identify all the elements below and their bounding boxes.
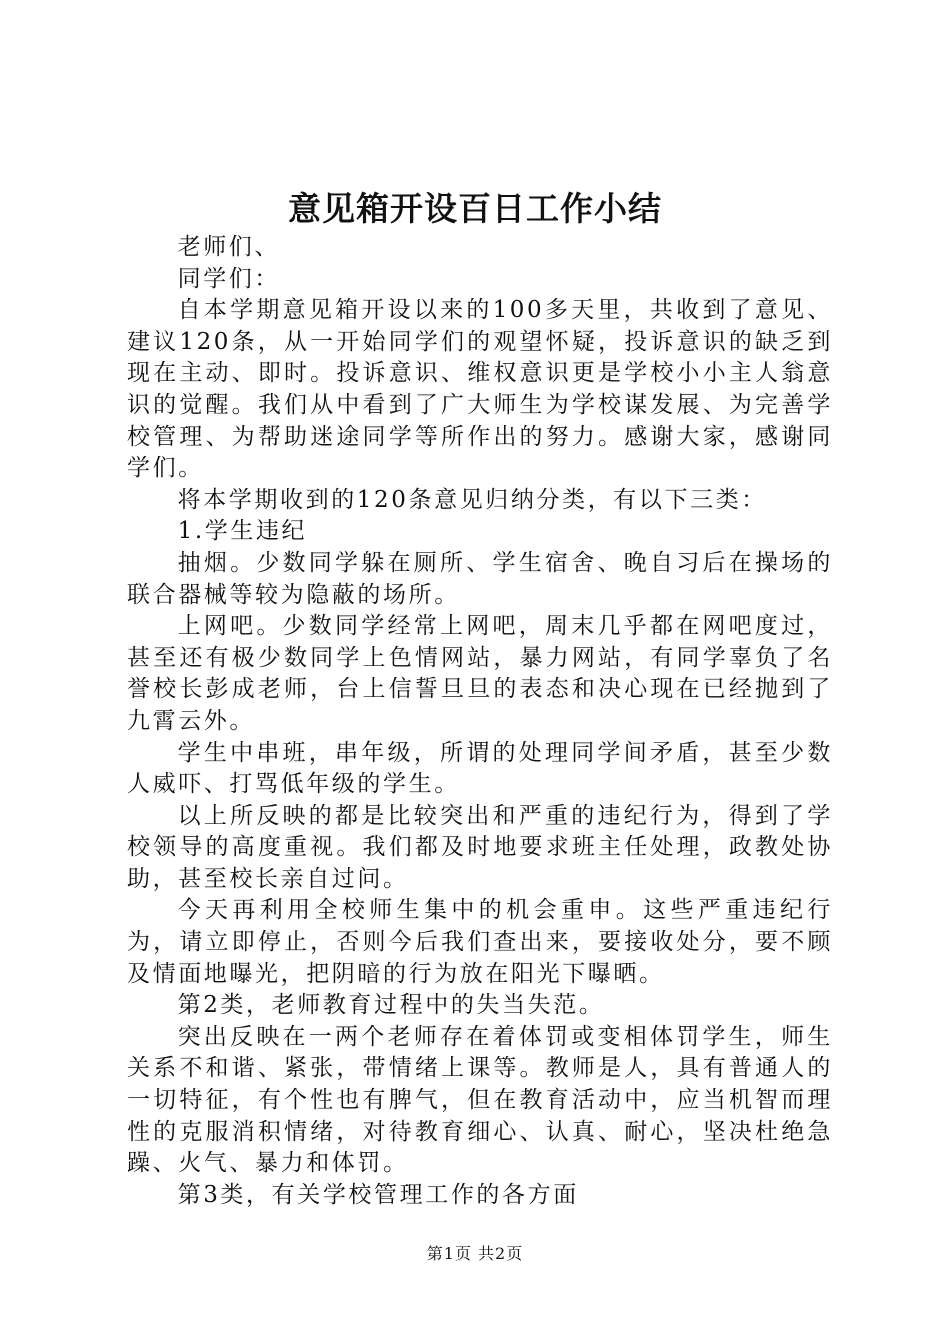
paragraph-categories: 将本学期收到的120条意见归纳分类，有以下三类： bbox=[177, 486, 767, 513]
paragraph-heading-category-3: 第3类，有关学校管理工作的各方面 bbox=[177, 1181, 579, 1208]
document-title: 意见箱开设百日工作小结 bbox=[288, 189, 662, 228]
paragraph-teacher-conduct: 突出反映在一两个老师存在着体罚或变相体罚学生，师生关系不和谐、紧张，带情绪上课等。教师是人，具有普通人的一切特征，有个性也有脾气，但在教育活动中，应当机智而理性的克服消积情绪，对待教育细心、认真、耐心，坚决杜绝急躁、火气、暴力和体罚。 bbox=[127, 1023, 833, 1177]
paragraph-greeting-students: 同学们： bbox=[177, 265, 280, 292]
paragraph-heading-category-2: 第2类，老师教育过程中的失当失范。 bbox=[177, 992, 605, 1019]
document-body bbox=[127, 232, 833, 1211]
paragraph-smoking: 抽烟。少数同学躲在厕所、学生宿舍、晚自习后在操场的联合器械等较为隐蔽的场所。 bbox=[127, 549, 833, 608]
paragraph-school-response: 以上所反映的都是比较突出和严重的违纪行为，得到了学校领导的高度重视。我们都及时地要求班主任处理，政教处协助，甚至校长亲自过问。 bbox=[127, 802, 833, 892]
page-number-footer: 第1页 共2页 bbox=[426, 1244, 524, 1263]
paragraph-class-hopping: 学生中串班，串年级，所谓的处理同学间矛盾，甚至少数人威吓、打骂低年级的学生。 bbox=[127, 739, 833, 798]
paragraph-greeting-teachers: 老师们、 bbox=[177, 234, 280, 260]
paragraph-intro: 自本学期意见箱开设以来的100多天里，共收到了意见、建议120条，从一开始同学们的观望怀疑，投诉意识的缺乏到现在主动、即时。投诉意识、维权意识更是学校小小主人翁意识的觉醒。我们从中看到了广大师生为学校谋发展、为完善学校管理、为帮助迷途同学等所作出的努力。感谢大家，感谢同学们。 bbox=[127, 297, 833, 482]
paragraph-heading-category-1: 1.学生违纪 bbox=[177, 518, 308, 545]
paragraph-internet-cafe: 上网吧。少数同学经常上网吧，周末几乎都在网吧度过，甚至还有极少数同学上色情网站，暴力网站，有同学辜负了名誉校长彭成老师，台上信誓旦旦的表态和决心现在已经抛到了九霄云外。 bbox=[127, 613, 833, 734]
paragraph-reiteration: 今天再利用全校师生集中的机会重申。这些严重违纪行为，请立即停止，否则今后我们查出来，要接收处分，要不顾及情面地曝光，把阴暗的行为放在阳光下曝晒。 bbox=[127, 897, 833, 987]
